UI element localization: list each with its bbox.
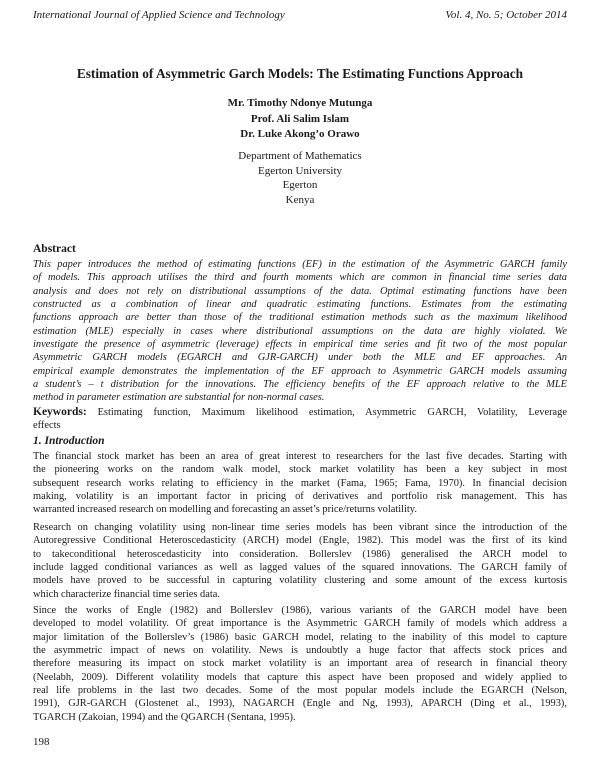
text-line: estimation (MLE) especially in cases where distributional assumptions on the data are highly violated. We xyxy=(33,325,567,337)
affiliation-line: Egerton University xyxy=(257,164,342,177)
text-line: a student’s – t distribution for the innovations. The efficiency benefits of the EF approach relative to the MLE xyxy=(33,379,567,391)
text-line: Autoregressive Conditional Heteroscedasticity (ARCH) model (Engle, 1982). This model was the first of its kind xyxy=(33,535,567,547)
text-line: include lagged conditional variances as well as lagged values of the squared innovations. The GARCH family of xyxy=(33,562,567,574)
text-line: of models. This approach utilises the third and fourth moments which are common in financial time series data xyxy=(33,272,567,284)
text-line: therefore measuring its impact on stock market volatility is an important area of research in financial theory xyxy=(33,658,567,670)
abstract-body xyxy=(33,258,567,405)
text-line: real life problems in the last two decades. Some of the most popular models include the EGARCH (Nelson, xyxy=(33,685,567,697)
intro-paragraph-2 xyxy=(33,521,567,601)
text-line: (Neelabh, 2009). Different volatility models that capture this aspect have been proposed and widely applied to xyxy=(33,671,567,683)
running-header xyxy=(33,9,567,21)
text-line: functions approach are better than those of the traditional estimation methods such as the maximum likelihood xyxy=(33,312,567,324)
author: Mr. Timothy Ndonye Mutunga xyxy=(227,97,373,109)
text-line: to takeconditional heteroscedasticity into consideration. Bollerslev (1986) generalised the ARCH model to xyxy=(33,548,567,560)
author-list xyxy=(0,96,600,143)
text-line: which characterize financial time series data. xyxy=(33,588,220,600)
text-line: Since the works of Engle (1982) and Bollerslev (1986), various variants of the GARCH model have been xyxy=(33,605,567,616)
text-line: This paper introduces the method of estimating functions (EF) in the estimation of the Asymmetric GARCH family xyxy=(33,259,567,270)
text-line: Research on changing volatility using non-linear time series models has been vibrant since the introduction of the xyxy=(33,522,567,533)
author: Prof. Ali Salim Islam xyxy=(250,112,350,125)
affiliation-line: Department of Mathematics xyxy=(238,150,362,162)
page-number: 198 xyxy=(33,736,50,748)
keywords-text: Estimating function, Maximum likelihood estimation, Asymmetric GARCH, Volatility, Leverage xyxy=(97,407,567,418)
text-line: Asymmetric GARCH models (EGARCH and GJR-GARCH) under both the MLE and EF approaches. An xyxy=(33,352,567,364)
keywords xyxy=(33,406,567,433)
text-line: analysis and does not rely on distributional assumptions of the data. Optimal estimating functions have been xyxy=(33,285,567,297)
text-line: method in parameter estimation are substantial for non-normal cases. xyxy=(33,392,325,404)
keywords-text: effects xyxy=(33,420,61,432)
text-line: The financial stock market has been an area of great interest to researchers for the last five decades. Starting with xyxy=(33,451,567,462)
text-line: empirical example demonstrates the implementation of the EF approach to Asymmetric GARCH models assuming xyxy=(33,365,567,377)
author: Dr. Luke Akong’o Orawo xyxy=(240,128,360,140)
intro-paragraph-3 xyxy=(33,604,567,724)
affiliation-line: Kenya xyxy=(285,193,315,206)
text-line: investigate the presence of asymmetric (leverage) effects in empirical time series and fit two of the most popular xyxy=(33,339,567,351)
text-line: developed to model volatility. Of great importance is the Asymmetric GARCH family of models which address a xyxy=(33,618,567,630)
intro-paragraph-1 xyxy=(33,450,567,517)
text-line: major limitation of the Bollerslev’s (1986) basic GARCH model, relating to the inability of this model to capture xyxy=(33,631,567,643)
keywords-label: Keywords: xyxy=(33,406,87,418)
section-heading-introduction: 1. Introduction xyxy=(33,435,105,447)
text-line: models have proved to be successful in capturing volatility clustering and some amount of the excess kurtosis xyxy=(33,575,567,587)
paper-title: Estimation of Asymmetric Garch Models: The Estimating Functions Approach xyxy=(76,66,524,81)
text-line: subsequent research works relating to efficiency in the market (Fama, 1965; Fama, 1970). In financial decision xyxy=(33,477,567,489)
text-line: warranted increased research on modelling and forecasting an asset’s price/returns volatility. xyxy=(33,504,417,516)
issue-info: Vol. 4, No. 5; October 2014 xyxy=(445,9,567,21)
text-line: the asymmetric impact of news on volatility. News is undoubtly a huge factor that affects stock prices and xyxy=(33,645,567,657)
affiliation xyxy=(0,149,600,207)
text-line: the pioneering works on the random walk model, stock market volatility has been a key subject in most xyxy=(33,464,567,476)
text-line: TGARCH (Zakoian, 1994) and the QGARCH (Sentana, 1995). xyxy=(33,711,296,723)
text-line: constructed as a combination of linear and quadratic estimating functions. Estimates from the estimating xyxy=(33,299,567,311)
affiliation-line: Egerton xyxy=(282,179,318,191)
abstract-heading: Abstract xyxy=(33,243,76,255)
text-line: 1991), GJR-GARCH (Glostenet al., 1993), NAGARCH (Engle and Ng, 1993), APARCH (Ding et al., 1993), xyxy=(33,698,567,710)
journal-name: International Journal of Applied Science and Technology xyxy=(33,9,285,21)
text-line: making, volatility is an important factor in pricing of derivatives and portfolio risk management. This has xyxy=(33,491,567,503)
